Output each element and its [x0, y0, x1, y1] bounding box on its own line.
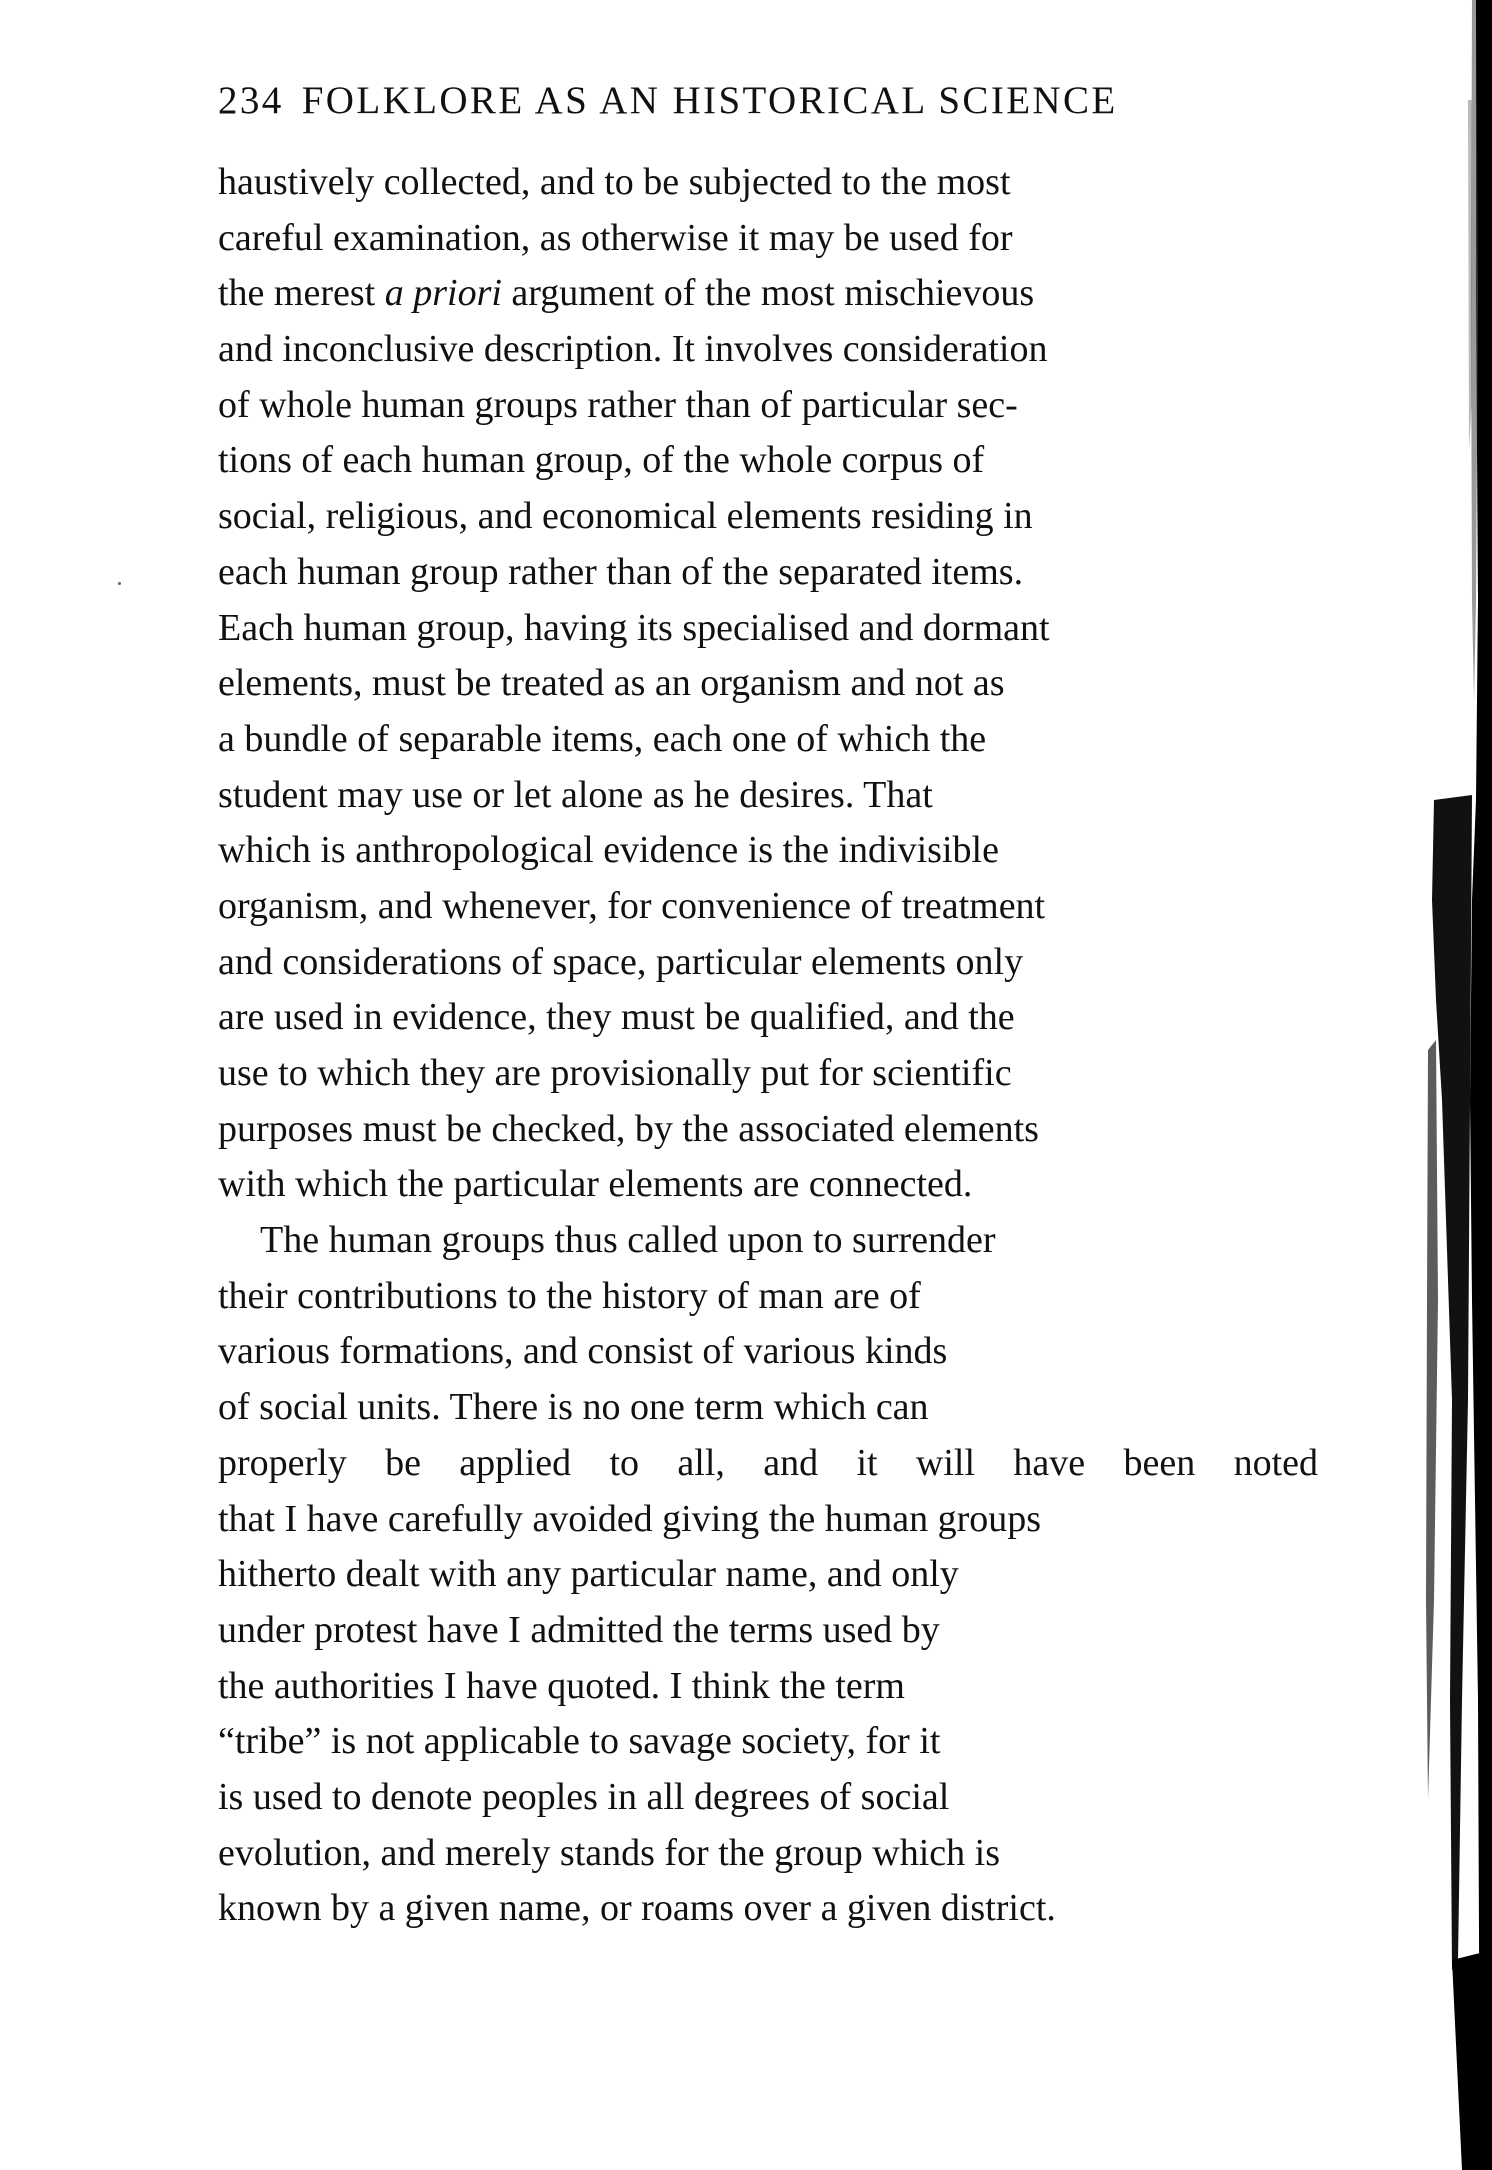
italic-phrase: a priori [384, 272, 502, 315]
text-segment: their contributions to the history of man are of [218, 1274, 921, 1317]
text-segment: student may use or let alone as he desires. That [218, 773, 933, 816]
text-line [218, 935, 1318, 991]
text-line [218, 1102, 1318, 1158]
text-segment: elements, must be treated as an organism and not as [218, 662, 1005, 705]
text-segment: known by a given name, or roams over a given district. [218, 1887, 1056, 1930]
text-segment: Each human group, having its specialised and dormant [218, 606, 1050, 649]
text-segment: purposes must be checked, by the associated elements [218, 1107, 1039, 1150]
text-segment: each human group rather than of the separated items. [218, 550, 1024, 593]
running-header [218, 78, 1248, 123]
text-segment: under protest have I admitted the terms used by [218, 1608, 940, 1651]
text-line [218, 545, 1318, 601]
text-line [218, 155, 1318, 211]
text-line [218, 378, 1318, 434]
text-segment: evolution, and merely stands for the group which is [218, 1831, 1001, 1874]
text-line [218, 266, 1318, 322]
text-line [218, 1659, 1318, 1715]
text-segment: which is anthropological evidence is the indivisible [218, 829, 999, 872]
text-segment: argument of the most mischievous [501, 272, 1035, 315]
text-segment: tions of each human group, of the whole corpus of [218, 439, 985, 482]
text-line [218, 1492, 1318, 1548]
paragraph-1 [218, 155, 1318, 1213]
text-segment: use to which they are provisionally put for scientific [218, 1052, 1012, 1094]
text-segment: and considerations of space, particular elements only [218, 940, 1024, 983]
text-line [218, 656, 1318, 712]
text-segment: various formations, and consist of various kinds [218, 1330, 948, 1373]
text-line [218, 1714, 1318, 1770]
text-segment: are used in evidence, they must be qualified, and the [218, 996, 1015, 1039]
page-number: 234 [218, 79, 284, 122]
text-segment: and inconclusive description. It involves consideration [218, 328, 1048, 371]
text-line [218, 712, 1318, 768]
text-line [218, 768, 1318, 824]
text-line [218, 990, 1318, 1046]
text-segment: with which the particular elements are connected. [218, 1163, 973, 1206]
text-line [218, 1157, 1318, 1213]
text-segment: of whole human groups rather than of particular sec- [218, 383, 1018, 426]
text-line [218, 1269, 1318, 1325]
text-line [218, 601, 1318, 657]
text-line [218, 322, 1318, 378]
text-line [218, 1213, 1360, 1269]
text-segment: a bundle of separable items, each one of which the [218, 717, 987, 760]
text-segment: of social units. There is no one term which can [218, 1386, 929, 1429]
text-segment: organism, and whenever, for convenience of treatment [218, 884, 1046, 927]
text-segment: haustively collected, and to be subjected to the most [218, 161, 1011, 203]
text-segment: is used to denote peoples in all degrees of social [218, 1775, 950, 1818]
scan-speck [118, 582, 121, 585]
text-segment: that I have carefully avoided giving the human groups [218, 1497, 1042, 1540]
text-line [218, 211, 1318, 267]
text-segment: careful examination, as otherwise it may be used for [218, 216, 1013, 259]
text-segment: properly be applied to all, and it will have been noted [218, 1441, 1318, 1484]
text-segment: the merest [218, 272, 385, 315]
text-line [218, 1770, 1318, 1826]
text-line [218, 1436, 1318, 1492]
text-segment: social, religious, and economical elements residing in [218, 495, 1033, 538]
text-segment: the authorities I have quoted. I think the term [218, 1664, 905, 1707]
paragraph-2 [218, 1213, 1318, 1937]
running-title: FOLKLORE AS AN HISTORICAL SCIENCE [301, 79, 1118, 122]
text-line [218, 1826, 1318, 1882]
text-line [218, 1881, 1318, 1937]
page-edge-shadow [1372, 0, 1492, 2170]
text-line [218, 1380, 1318, 1436]
text-line [218, 1324, 1318, 1380]
text-segment: “tribe” is not applicable to savage society, for it [218, 1720, 941, 1763]
text-line [218, 489, 1318, 545]
text-line [218, 879, 1318, 935]
text-line [218, 1046, 1318, 1102]
text-line [218, 1547, 1318, 1603]
body-text [218, 155, 1318, 1937]
text-line [218, 433, 1318, 489]
text-line [218, 1603, 1318, 1659]
text-segment: hitherto dealt with any particular name, and only [218, 1553, 959, 1596]
text-segment: The human groups thus called upon to surrender [260, 1219, 996, 1262]
text-line [218, 823, 1318, 879]
